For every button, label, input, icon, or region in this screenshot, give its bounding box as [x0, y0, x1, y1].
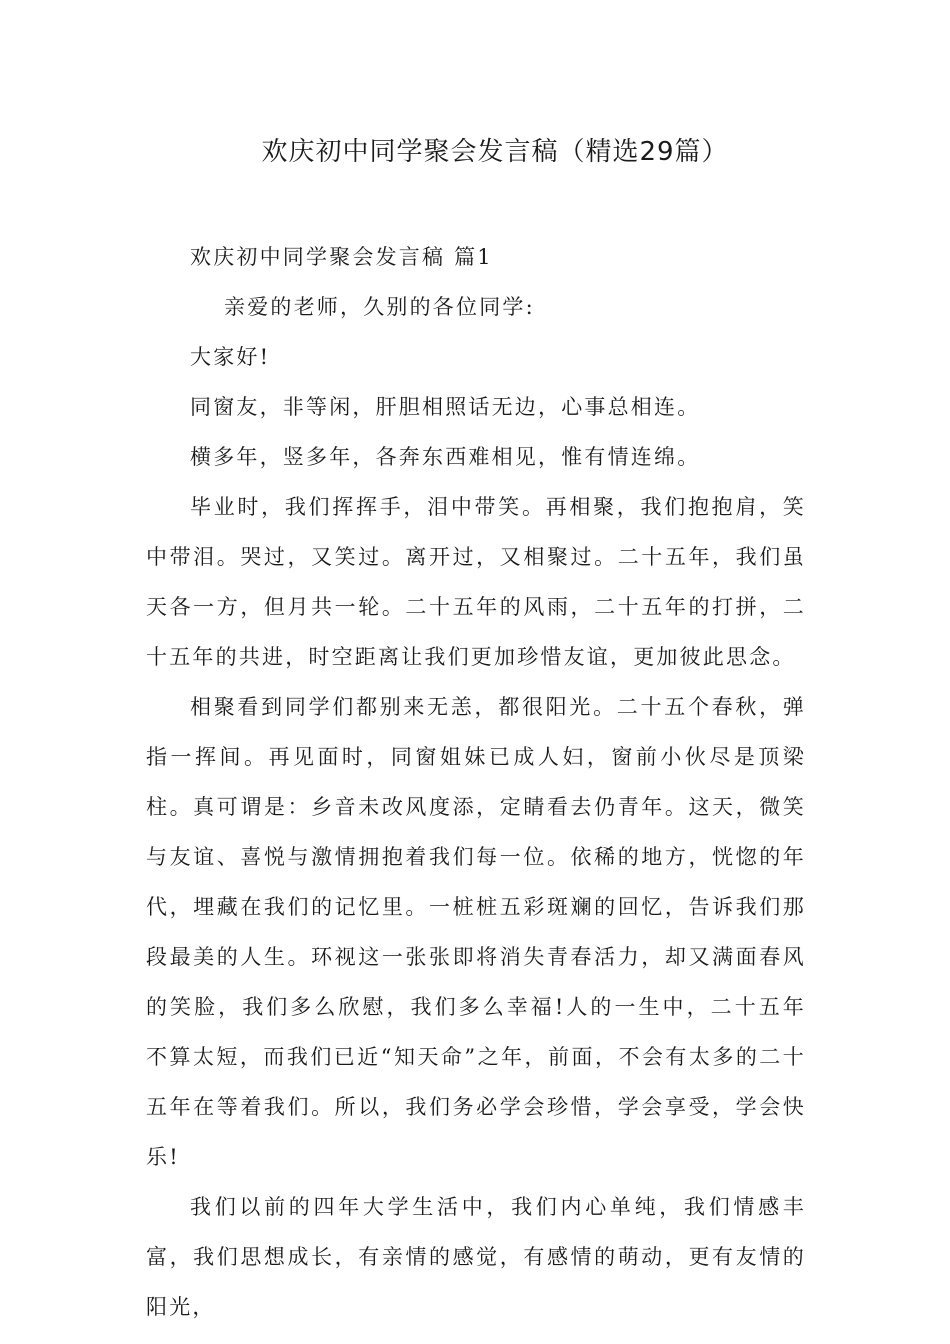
document-body [146, 232, 806, 1332]
salutation: 亲爱的老师，久别的各位同学: [224, 295, 535, 319]
document-title: 欢庆初中同学聚会发言稿（精选29篇） [261, 137, 729, 167]
verse-line-1: 同窗友，非等闲，肝胆相照话无边，心事总相连。 [190, 395, 701, 419]
verse-line-2: 横多年，竖多年，各奔东西难相见，惟有情连绵。 [190, 445, 701, 469]
paragraph-3: 我们以前的四年大学生活中，我们内心单纯，我们情感丰富，我们思想成长，有亲情的感觉，有感情的萌动，更有友情的阳光， [146, 1195, 806, 1319]
paragraph-2: 相聚看到同学们都别来无恙，都很阳光。二十五个春秋，弹指一挥间。再见面时，同窗姐妹已成人妇，窗前小伙尽是顶梁柱。真可谓是：乡音未改风度添，定睛看去仍青年。这天，微笑与友谊、喜悦与激情拥抱着我们每一位。依稀的地方，恍惚的年代，埋藏在我们的记忆里。一桩桩五彩斑斓的回忆，告诉我们那段最美的人生。环视这一张张即将消失青春活力，却又满面春风的笑脸，我们多么欣慰，我们多么幸福!人的一生中，二十五年不算太短，而我们已近“知天命”之年，前面，不会有太多的二十五年在等着我们。所以，我们务必学会珍惜，学会享受，学会快乐! [146, 695, 806, 1169]
section-heading: 欢庆初中同学聚会发言稿 篇1 [190, 245, 493, 269]
paragraph-1: 毕业时，我们挥挥手，泪中带笑。再相聚，我们抱抱肩，笑中带泪。哭过，又笑过。离开过，又相聚过。二十五年，我们虽天各一方，但月共一轮。二十五年的风雨，二十五年的打拼，二十五年的共进，时空距离让我们更加珍惜友谊，更加彼此思念。 [146, 495, 806, 669]
greeting: 大家好! [190, 345, 271, 369]
